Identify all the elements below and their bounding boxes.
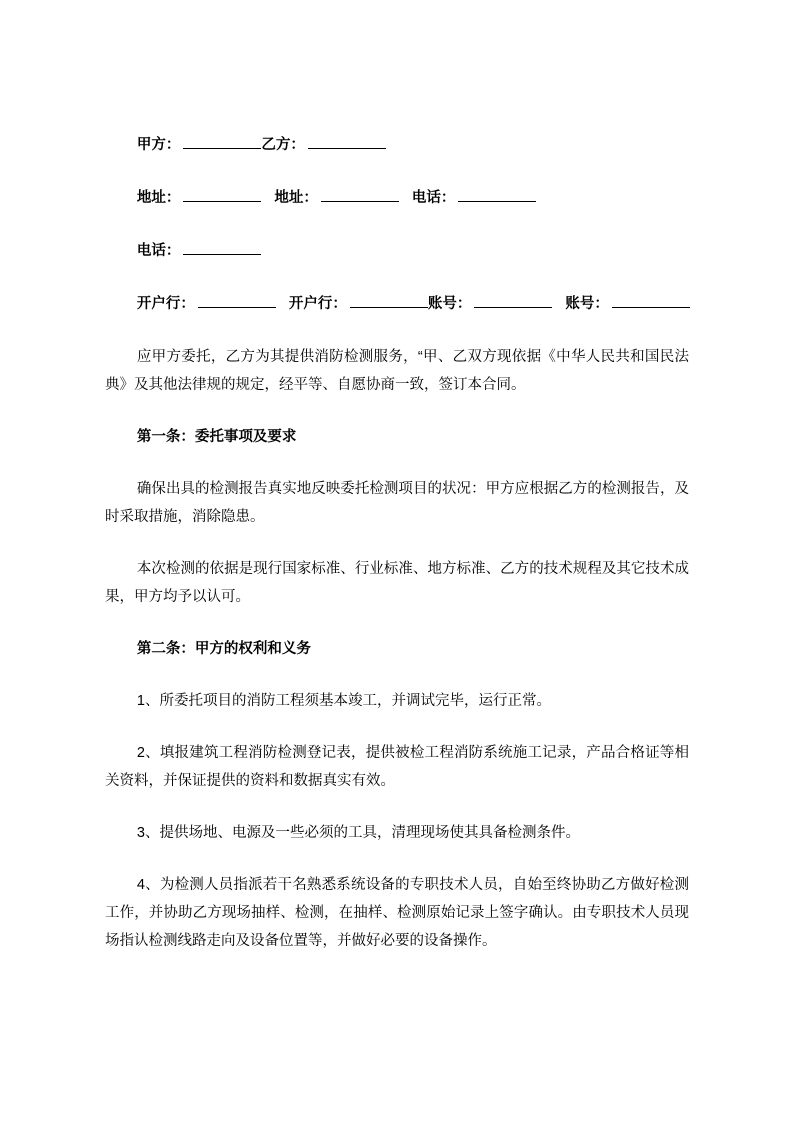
party-info-form bbox=[105, 131, 689, 318]
field-address-a bbox=[137, 190, 262, 206]
field-party-b bbox=[261, 137, 386, 153]
blank-underline bbox=[612, 293, 690, 308]
blank-underline bbox=[458, 187, 536, 202]
field-label: 电话： bbox=[136, 243, 181, 259]
contract-preamble: 应甲方委托，乙方为其提供消防检测服务，“甲、乙双方现依据《中华人民共和国民法典》及其他法律规的规定，经平等、自愿协商一致，签订本合同。 bbox=[105, 349, 689, 393]
section-heading-article-1: 第一条：委托事项及要求 bbox=[136, 429, 297, 445]
field-label: 地址： bbox=[274, 190, 318, 206]
field-phone-b bbox=[412, 190, 537, 206]
contract-clause-3: 3、提供场地、电源及一些必须的工具，清理现场使其具备检测条件。 bbox=[136, 825, 580, 841]
contract-clause-2: 2、填报建筑工程消防检测登记表，提供被检工程消防系统施工记录，产品合格证等相关资料，并保证提供的资料和数据真实有效。 bbox=[105, 745, 689, 789]
field-account-b bbox=[565, 296, 690, 312]
blank-underline bbox=[321, 187, 399, 202]
contract-clause-1: 1、所委托项目的消防工程须基本竣工，并调试完毕，运行正常。 bbox=[136, 693, 551, 709]
contract-paragraph: 确保出具的检测报告真实地反映委托检测项目的状况：甲方应根据乙方的检测报告，及时采取措施，消除隐患。 bbox=[105, 481, 689, 525]
blank-underline bbox=[474, 293, 552, 308]
field-bank-b bbox=[289, 296, 428, 312]
field-label: 电话： bbox=[411, 190, 456, 206]
blank-underline bbox=[183, 187, 261, 202]
contract-clause-4: 4、为检测人员指派若干名熟悉系统设备的专职技术人员，自始至终协助乙方做好检测工作，并协助乙方现场抽样、检测，在抽样、检测原始记录上签字确认。由专职技术人员现场指认检测线路走向及设备位置等，并做好必要的设备操作。 bbox=[105, 877, 689, 949]
field-label: 甲方： bbox=[136, 137, 181, 153]
form-line-bank-accounts bbox=[137, 290, 689, 318]
field-label: 开户行： bbox=[288, 296, 347, 312]
field-label: 乙方： bbox=[261, 137, 305, 153]
field-label: 开户行： bbox=[136, 296, 195, 312]
contract-paragraph: 本次检测的依据是现行国家标准、行业标准、地方标准、乙方的技术规程及其它技术成果，甲方均予以认可。 bbox=[105, 561, 689, 605]
field-phone-a bbox=[137, 243, 262, 259]
field-address-b bbox=[274, 190, 399, 206]
field-label: 地址： bbox=[136, 190, 181, 206]
blank-underline bbox=[183, 134, 261, 149]
blank-underline bbox=[183, 240, 261, 255]
field-label: 账号： bbox=[565, 296, 609, 312]
form-line-addresses bbox=[137, 184, 689, 212]
form-line-phone bbox=[137, 237, 689, 265]
blank-underline bbox=[198, 293, 276, 308]
field-bank-a bbox=[137, 296, 276, 312]
contract-body bbox=[105, 343, 689, 955]
blank-underline bbox=[308, 134, 386, 149]
field-party-a bbox=[137, 137, 262, 153]
section-heading-article-2: 第二条：甲方的权利和义务 bbox=[136, 641, 311, 657]
form-line-parties bbox=[137, 131, 689, 159]
field-account-a bbox=[428, 296, 553, 312]
blank-underline bbox=[350, 293, 428, 308]
field-label: 账号： bbox=[427, 296, 472, 312]
